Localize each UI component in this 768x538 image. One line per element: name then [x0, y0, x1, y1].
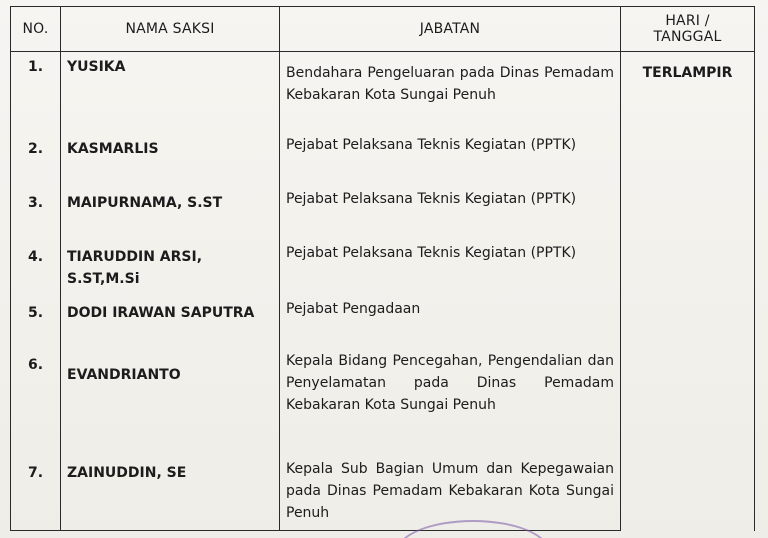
witness-position: Bendahara Pengeluaran pada Dinas Pemadam Kebakaran Kota Sungai Penuh	[280, 52, 621, 135]
row-number: 4.	[11, 242, 61, 298]
witness-position: Kepala Bidang Pencegahan, Pengendalian dan Penyelamatan pada Dinas Pemadam Kebakaran Kota Sungai Penuh	[280, 350, 621, 458]
witness-position: Kepala Sub Bagian Umum dan Kepegawaian pada Dinas Pemadam Kebakaran Kota Sungai Penuh	[280, 458, 621, 531]
header-no: NO.	[11, 7, 61, 52]
header-date	[621, 7, 755, 52]
header-date-line2: TANGGAL	[653, 29, 722, 45]
witness-name: ZAINUDDIN, SE	[61, 458, 280, 531]
table-header-row	[11, 7, 755, 52]
witness-position: Pejabat Pengadaan	[280, 298, 621, 350]
table-row	[11, 52, 755, 135]
row-number: 2.	[11, 134, 61, 188]
header-position: JABATAN	[280, 7, 621, 52]
row-number: 1.	[11, 52, 61, 135]
witness-name: EVANDRIANTO	[61, 350, 280, 458]
header-date-line1: HARI /	[665, 13, 710, 29]
witness-name: KASMARLIS	[61, 134, 280, 188]
header-name: NAMA SAKSI	[61, 7, 280, 52]
row-number: 6.	[11, 350, 61, 458]
witness-table	[10, 6, 755, 531]
witness-position: Pejabat Pelaksana Teknis Kegiatan (PPTK)	[280, 188, 621, 242]
witness-name: MAIPURNAMA, S.ST	[61, 188, 280, 242]
row-number: 3.	[11, 188, 61, 242]
witness-name: DODI IRAWAN SAPUTRA	[61, 298, 280, 350]
row-number: 7.	[11, 458, 61, 531]
witness-position: Pejabat Pelaksana Teknis Kegiatan (PPTK)	[280, 242, 621, 298]
date-value: TERLAMPIR	[621, 52, 755, 531]
witness-name: YUSIKA	[61, 52, 280, 135]
witness-position: Pejabat Pelaksana Teknis Kegiatan (PPTK)	[280, 134, 621, 188]
row-number: 5.	[11, 298, 61, 350]
witness-name: TIARUDDIN ARSI, S.ST,M.Si	[61, 242, 280, 298]
